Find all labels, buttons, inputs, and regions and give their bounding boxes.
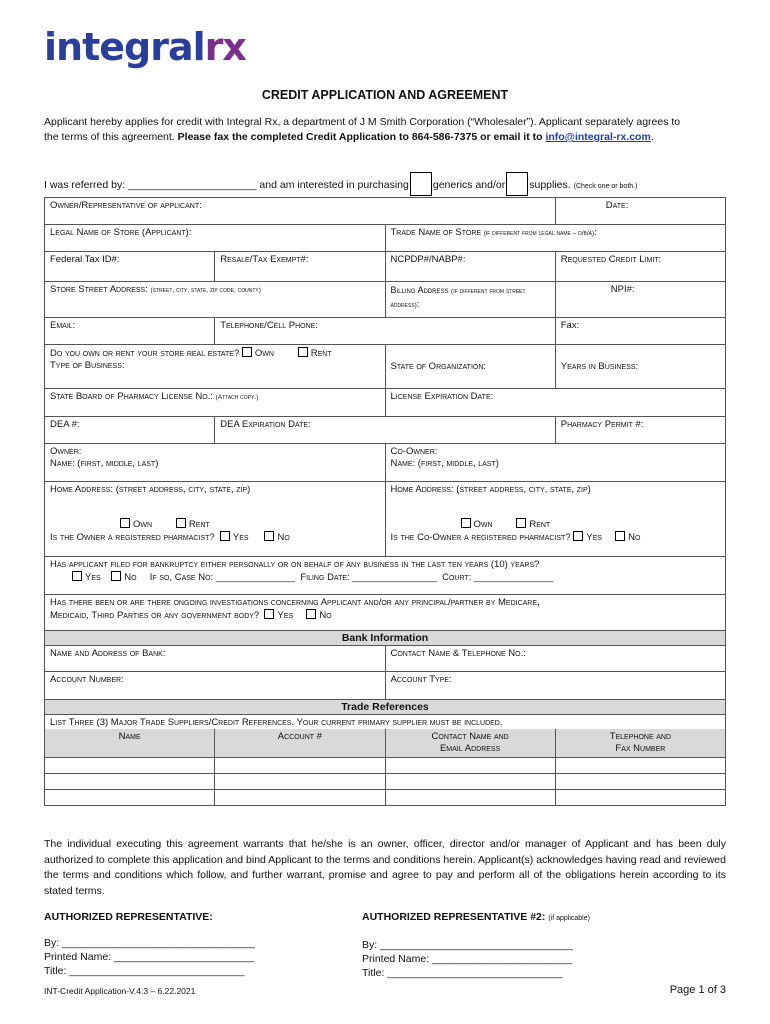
trade-ref-header: Trade References — [45, 700, 726, 715]
bankruptcy-field[interactable]: Has applicant filed for bankruptcy either personally or on behalf of any business in the last ten years (10) years? Yes No If so, Case No: _______________ Filing Date: ________________ Court: _______________ — [45, 557, 726, 595]
trade-name-field[interactable]: Trade Name of Store (if different from legal name – d/b/a): — [385, 225, 726, 252]
trade-ref-row[interactable] — [45, 774, 726, 790]
sig2-by-field[interactable]: By: _________________________________ — [362, 939, 573, 951]
coowner-pharm-no[interactable] — [615, 531, 625, 541]
owner-name-field[interactable]: Owner: Name: (first, middle, last) — [45, 444, 386, 482]
col-contact-header: Contact Name and Email Address — [385, 729, 555, 758]
owner-pharm-no[interactable] — [264, 531, 274, 541]
signature-block-1: AUTHORIZED REPRESENTATIVE: By: _________________________________ Printed Name: ________________________ Title: ______________________________ — [44, 911, 255, 977]
trade-ref-row[interactable] — [45, 758, 726, 774]
business-type-label: Type of Business: — [50, 360, 125, 371]
coowner-name-field[interactable]: Co-Owner: Name: (first, middle, last) — [385, 444, 726, 482]
npi-field[interactable]: NPI#: — [555, 282, 725, 318]
trade-ref-row[interactable] — [45, 790, 726, 806]
page-title: CREDIT APPLICATION AND AGREEMENT — [261, 88, 509, 102]
sig1-title-field[interactable]: Title: ______________________________ — [44, 965, 245, 977]
footer-version: INT-Credit Application-V.4.3 – 6.22.2021 — [44, 986, 196, 996]
own-checkbox[interactable] — [242, 347, 252, 357]
intro-fax-instructions: Please fax the completed Credit Application to 864-586-7375 or email it to — [177, 131, 543, 143]
billing-address-field[interactable]: Billing Address (if different from street address): — [385, 282, 555, 318]
owner-rent-checkbox[interactable] — [176, 518, 186, 528]
phone-field[interactable]: Telephone/Cell Phone: — [215, 318, 556, 345]
email-field[interactable]: Email: — [45, 318, 215, 345]
license-exp-field[interactable]: License Expiration Date: — [385, 389, 726, 417]
license-no-field[interactable]: State Board of Pharmacy License No.: (Attach copy.) — [45, 389, 386, 417]
legal-name-field[interactable]: Legal Name of Store (Applicant): — [45, 225, 386, 252]
account-number-field[interactable]: Account Number: — [45, 672, 386, 700]
coowner-rent-checkbox[interactable] — [516, 518, 526, 528]
bank-contact-field[interactable]: Contact Name & Telephone No.: — [385, 646, 726, 672]
intro-paragraph: Applicant hereby applies for credit with Integral Rx, a department of J M Smith Corporation (“Wholesaler”). Applicant separately agrees to the terms of this agreement. Please fax the completed Credit Application to 864-586-7375 or email it to info@integral-rx.com. — [44, 116, 681, 143]
date-field[interactable]: Date: — [555, 198, 725, 225]
integralrx-logo: integralrx — [44, 25, 246, 69]
supplies-checkbox[interactable] — [506, 172, 528, 196]
rent-checkbox[interactable] — [298, 347, 308, 357]
investig-no[interactable] — [306, 609, 316, 619]
sig1-printed-field[interactable]: Printed Name: ________________________ — [44, 951, 255, 963]
sig2-printed-field[interactable]: Printed Name: ________________________ — [362, 953, 573, 965]
referral-line: I was referred by: ______________________ and am interested in purchasing generics and/or supplies. (Check one or both.) — [44, 172, 734, 196]
owner-pharm-yes[interactable] — [220, 531, 230, 541]
warranty-paragraph: The individual executing this agreement warrants that he/she is an owner, officer, director and/or manager of Applicant and has been duly authorized to complete this application and bind Applicant to the terms and conditions herein. Applicant(s) acknowledges having read and reviewed the terms and conditions which follow, and further warrant, promise and agree to pay and perform all of the obligations herein according to its stated terms. — [44, 838, 726, 897]
ncpdp-field[interactable]: NCPDP#/NABP#: — [385, 252, 555, 282]
col-name-header: Name — [45, 729, 215, 758]
email-link[interactable]: info@integral-rx.com — [545, 131, 651, 143]
fax-field[interactable]: Fax: — [555, 318, 725, 345]
federal-tax-field[interactable]: Federal Tax ID#: — [45, 252, 215, 282]
owner-home-field[interactable]: Home Address: (street address, city, state, zip) Own Rent Is the Owner a registered pharmacist? Yes No — [45, 482, 386, 557]
owner-own-checkbox[interactable] — [120, 518, 130, 528]
coowner-own-checkbox[interactable] — [461, 518, 471, 528]
sig2-title-field[interactable]: Title: ______________________________ — [362, 967, 563, 979]
dea-exp-field[interactable]: DEA Expiration Date: — [215, 417, 556, 444]
permit-field[interactable]: Pharmacy Permit #: — [555, 417, 725, 444]
generics-checkbox[interactable] — [410, 172, 432, 196]
bank-info-header: Bank Information — [45, 631, 726, 646]
resale-field[interactable]: Resale/Tax Exempt#: — [215, 252, 385, 282]
investig-yes[interactable] — [264, 609, 274, 619]
credit-limit-field[interactable]: Requested Credit Limit: — [555, 252, 725, 282]
coowner-home-field[interactable]: Home Address: (street address, city, state, zip) Own Rent Is the Co-Owner a registered pharmacist? Yes No — [385, 482, 726, 557]
account-type-field[interactable]: Account Type: — [385, 672, 726, 700]
bank-name-field[interactable]: Name and Address of Bank: — [45, 646, 386, 672]
intro-text: Applicant hereby applies for credit with Integral Rx, a department of J M Smith Corporation (“Wholesaler”). Applicant separately agrees to the terms of this agreement. — [44, 116, 681, 143]
signature-block-2: AUTHORIZED REPRESENTATIVE #2: (if applicable) By: _________________________________ Printed Name: ________________________ Title: ______________________________ — [362, 911, 590, 979]
col-account-header: Account # — [215, 729, 385, 758]
years-field[interactable]: Years in Business: — [555, 345, 725, 389]
col-phone-header: Telephone and Fax Number — [555, 729, 725, 758]
trade-ref-instructions: List Three (3) Major Trade Suppliers/Credit References. Your current primary supplier must be included. — [45, 715, 726, 730]
dea-field[interactable]: DEA #: — [45, 417, 215, 444]
footer-page-number: Page 1 of 3 — [669, 984, 726, 996]
investigation-field[interactable]: Has there been or are there ongoing investigations concerning Applicant and/or any principal/partner by Medicare, Medicaid, Third Parties or any government body? Yes No — [45, 595, 726, 631]
own-rent-field[interactable]: Do you own or rent your store real estate? Own Rent Type of Business: — [45, 345, 386, 389]
state-org-field[interactable]: State of Organization: — [385, 345, 555, 389]
bankruptcy-yes[interactable] — [72, 571, 82, 581]
sig1-by-field[interactable]: By: _________________________________ — [44, 937, 255, 949]
store-address-field[interactable]: Store Street Address: (street, city, state, zip code, county) — [45, 282, 386, 318]
owner-rep-field[interactable]: Owner/Representative of applicant: — [45, 198, 556, 225]
bankruptcy-no[interactable] — [111, 571, 121, 581]
coowner-pharm-yes[interactable] — [573, 531, 583, 541]
application-form — [44, 197, 726, 806]
